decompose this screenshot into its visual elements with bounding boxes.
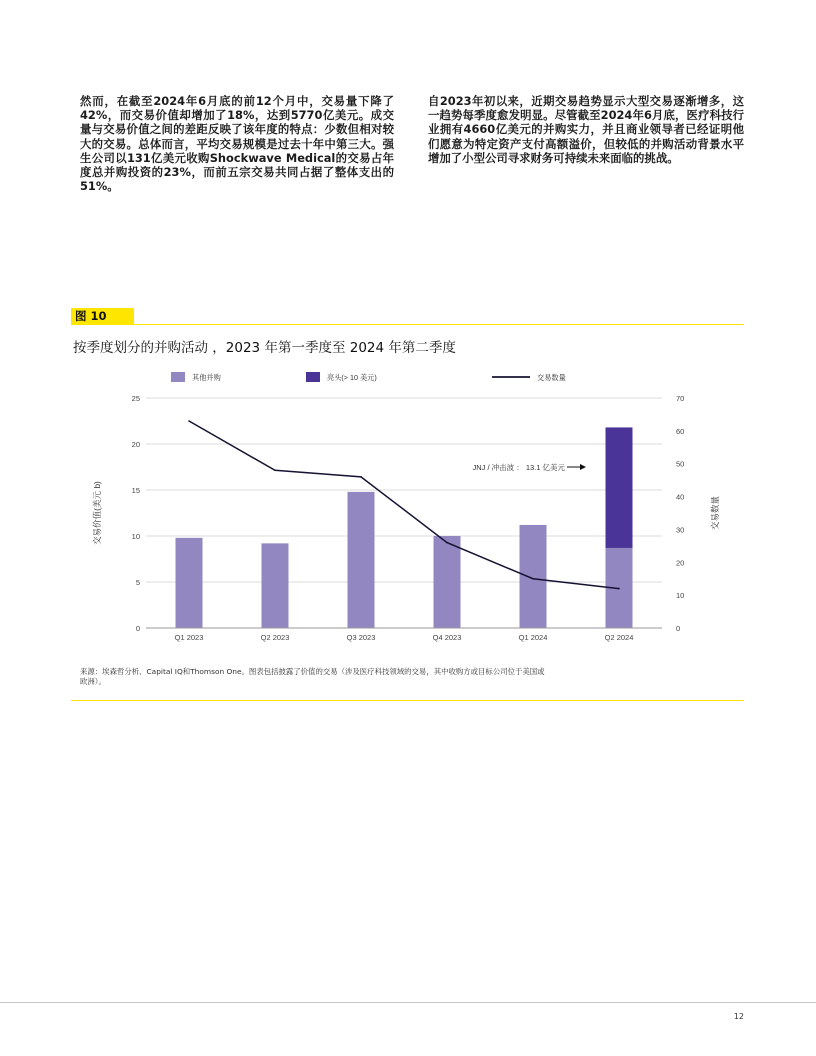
y2-tick-label: 70 xyxy=(676,394,685,403)
legend-label-other-mna: 其他并购 xyxy=(192,373,221,382)
y2-axis-title: 交易数量 xyxy=(710,495,720,531)
chart-legend xyxy=(171,372,566,382)
x-tick-label: Q3 2023 xyxy=(346,633,376,642)
chart-gridlines xyxy=(146,398,662,628)
y-tick-label: 25 xyxy=(131,394,140,403)
y-axis-title: 交易价值(美元 b) xyxy=(92,481,102,545)
y-tick-label: 20 xyxy=(131,440,140,449)
legend-swatch-other-mna xyxy=(171,372,185,382)
page-number: 12 xyxy=(733,1012,744,1021)
annotation-arrow-head xyxy=(580,464,586,470)
bar-other-mna xyxy=(520,525,547,628)
figure-divider-bottom xyxy=(71,700,744,701)
x-tick-label: Q1 2024 xyxy=(518,633,548,642)
bar-other-mna xyxy=(262,543,289,628)
legend-label-deal-count: 交易数量 xyxy=(537,373,566,382)
y-tick-label: 10 xyxy=(131,532,140,541)
x-tick-label: Q2 2024 xyxy=(604,633,634,642)
deal-count-point xyxy=(446,542,448,544)
deal-count-point xyxy=(532,578,534,580)
y2-tick-label: 0 xyxy=(676,624,681,633)
chart-line-series xyxy=(188,420,620,589)
x-tick-label: Q4 2023 xyxy=(432,633,462,642)
legend-swatch-megadeal xyxy=(306,372,320,382)
legend-label-megadeal: 亮头(> 10 美元) xyxy=(327,373,377,382)
y2-tick-label: 40 xyxy=(676,492,685,502)
y-tick-label: 0 xyxy=(135,624,140,633)
deal-count-point xyxy=(188,420,190,422)
y-tick-label: 15 xyxy=(131,486,140,495)
bar-other-mna xyxy=(176,538,203,628)
source-note: 来源：埃森哲分析、Capital IQ和Thomson One。图表包括披露了价值的交易（涉及医疗科技领域的交易，其中收购方或目标公司位于美国或欧洲）。 xyxy=(80,667,545,686)
body-paragraph-right: 自2023年初以来，近期交易趋势显示大型交易逐渐增多，这一趋势每季度愈发明显。尽管截至2024年6月底，医疗科技行业拥有4660亿美元的并购实力，并且商业领导者已经证明他们愿意为特定资产支付高额溢价，但较低的并购活动背景水平增加了小型公司寻求财务可持续未来面临的挑战。 xyxy=(428,94,744,165)
bar-other-mna xyxy=(348,492,375,628)
deal-count-point xyxy=(618,588,620,590)
chart-title: 按季度划分的并购活动 ，2023 年第一季度至 2024 年第二季度 xyxy=(73,340,456,356)
x-tick-label: Q2 2023 xyxy=(260,633,290,642)
bar-megadeal xyxy=(606,427,633,548)
deal-count-point xyxy=(274,469,276,471)
page-footer-rule xyxy=(0,1002,816,1003)
deal-count-line xyxy=(189,421,619,589)
deal-count-point xyxy=(360,476,362,478)
y2-tick-label: 20 xyxy=(676,558,685,568)
y2-tick-label: 60 xyxy=(676,426,685,436)
chart-annotations xyxy=(472,462,586,472)
y2-tick-label: 50 xyxy=(676,459,685,469)
body-paragraph-left: 然而，在截至2024年6月底的前12个月中，交易量下降了42%，而交易价值却增加了18%，达到5770亿美元。成交量与交易价值之间的差距反映了该年度的特点：少数但相对较大的交易。总体而言，平均交易规模是过去十年中第三大。强生公司以131亿美元收购Shockwave Medical的交易占年度总并购投资的23%，而前五宗交易共同占据了整体支出的51%。 xyxy=(80,94,394,194)
y2-tick-label: 30 xyxy=(676,525,685,535)
figure-tag: 图 10 xyxy=(71,308,134,324)
figure-divider-top xyxy=(71,324,744,325)
y-tick-label: 5 xyxy=(135,578,140,587)
y2-tick-label: 10 xyxy=(676,591,685,601)
chart xyxy=(0,360,816,660)
chart-bars xyxy=(176,427,633,628)
x-tick-label: Q1 2023 xyxy=(174,633,204,642)
bar-other-mna xyxy=(434,536,461,628)
megadeal-annotation: JNJ / 冲击波 ： 13.1 亿美元 xyxy=(472,463,565,472)
